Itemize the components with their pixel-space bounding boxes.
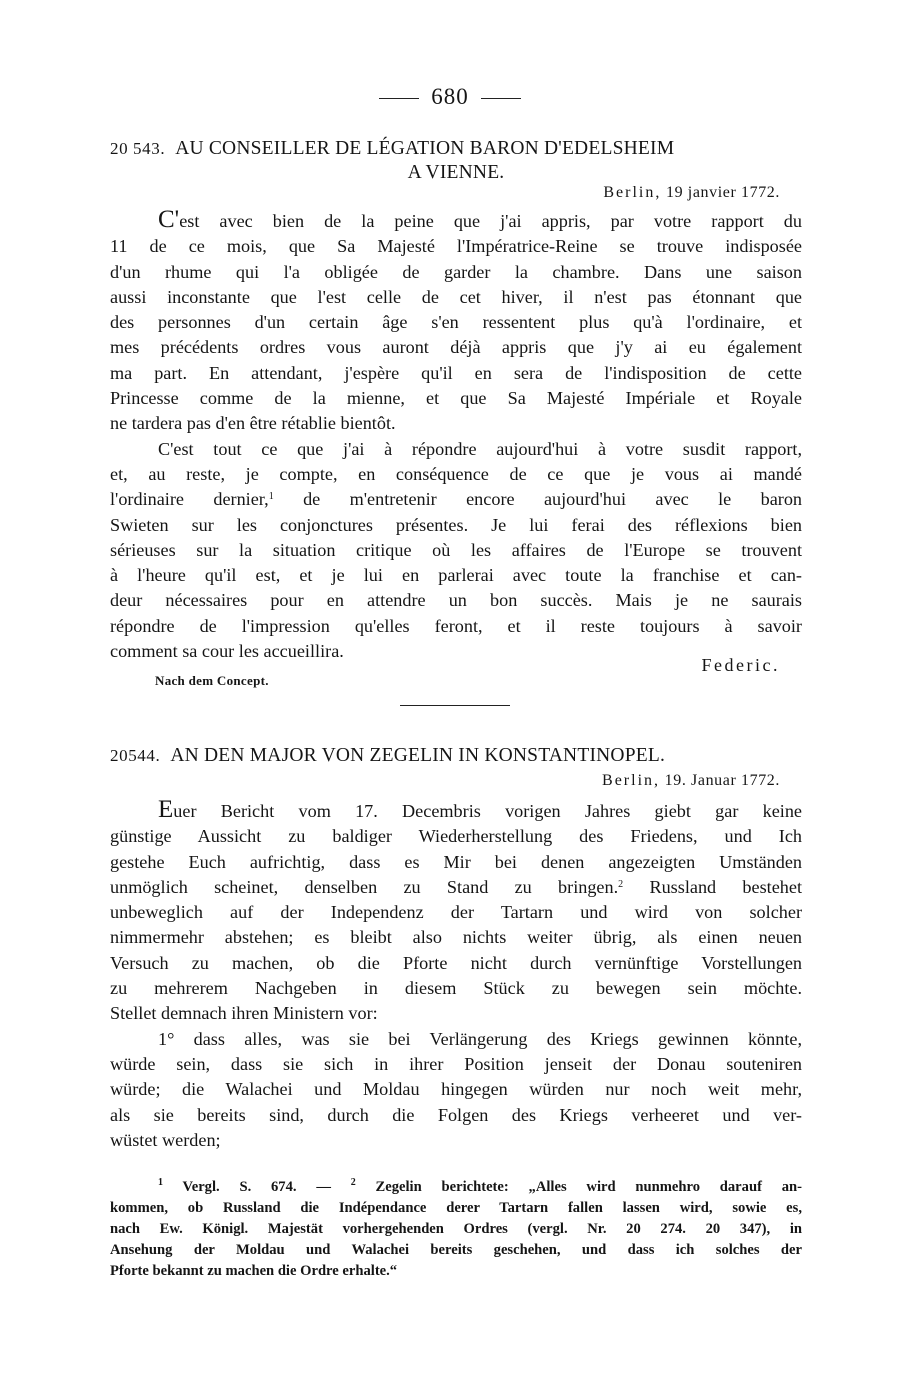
text-line: Princesse comme de la mienne, et que Sa Majesté Impériale et Royale — [110, 388, 802, 409]
text-line: Swieten sur les conjonctures présentes. Je lui ferai des réflexions bien — [110, 514, 802, 535]
text-line: aussi inconstante que l'est celle de cet hiver, il n'est pas étonnant que — [110, 286, 802, 307]
letter2-dateline — [602, 772, 780, 790]
page-header — [0, 84, 900, 110]
page-number: 680 — [431, 84, 469, 109]
footnote-line: Pforte bekannt zu machen die Ordre erhalte.“ — [110, 1263, 398, 1279]
footnote-marker: 1 — [158, 1177, 163, 1188]
letter2-title — [110, 744, 802, 768]
text-line: deur nécessaires pour en attendre un bon succès. Mais je ne saurais — [110, 590, 802, 611]
footnote-line: $^1$ Vergl. S. 674. — $^2$ Zegelin berichtete: „Alles wird nunmehro darauf an- — [158, 1177, 802, 1195]
letter2-date-place: Berlin, — [602, 772, 661, 789]
letter1-date: 19 janvier 1772. — [665, 184, 780, 201]
text-line: ma part. En attendant, j'espère qu'il en sera de l'indisposition de cette — [110, 362, 802, 383]
section-separator — [400, 705, 510, 706]
letter1-title — [110, 137, 802, 185]
text-line: des personnes d'un certain âge s'en ressentent plus qu'à l'ordinaire, et — [110, 312, 802, 333]
text-line: C'est tout ce que j'ai à répondre aujourd'hui à votre susdit rapport, — [158, 438, 802, 459]
text-line: ne tardera pas d'en être rétablie bientôt. — [110, 413, 396, 434]
footnote-line: nach Ew. Königl. Majestät vorhergehenden Ordres (vergl. Nr. 20 274. 20 347), in — [110, 1221, 802, 1237]
text-line: 1° dass alles, was sie bei Verlängerung des Kriegs gewinnen könnte, — [158, 1028, 802, 1049]
letter2-number: 20544. — [110, 746, 161, 765]
header-dash-right — [481, 98, 521, 99]
letter1-source: Nach dem Concept. — [155, 673, 269, 688]
text-line: à l'heure qu'il est, et je lui en parlerai avec toute la franchise et can- — [110, 565, 802, 586]
letter1-date-place: Berlin, — [603, 184, 662, 201]
dropcap: C' — [158, 206, 180, 233]
header-dash-left — [379, 98, 419, 99]
letter1-title-line2: A VIENNE. — [407, 162, 505, 183]
footnote-line: kommen, ob Russland die Indépendance derer Tartarn fallen lassen wird, sowie es, — [110, 1200, 802, 1216]
letter2-body — [110, 796, 802, 1153]
text-line: répondre de l'impression qu'elles feront, et il reste toujours à savoir — [110, 615, 802, 636]
text-line: günstige Aussicht zu baldiger Wiederherstellung des Friedens, und Ich — [110, 826, 802, 847]
text-line: l'ordinaire dernier,$^1$ de m'entretenir encore aujourd'hui avec le baron — [110, 489, 803, 510]
letter1-body — [110, 206, 803, 664]
text-line: 11 de ce mois, que Sa Majesté l'Impératrice-Reine se trouve indisposée — [110, 236, 802, 257]
text-line: Stellet demnach ihren Ministern vor: — [110, 1003, 378, 1024]
text-line: würde sein, dass sie sich in ihrer Position jenseit der Donau souteniren — [110, 1053, 802, 1074]
text-line: comment sa cour les accueillira. — [110, 641, 344, 662]
text-line: unmöglich scheinet, denselben zu Stand zu bringen.$^2$ Russland bestehet — [110, 876, 802, 897]
footnote-marker: 1 — [268, 491, 274, 503]
letter1-dateline — [603, 184, 780, 202]
text-line: d'un rhume qui l'a obligée de garder la chambre. Dans une saison — [110, 261, 802, 282]
letter2-title-text: AN DEN MAJOR VON ZEGELIN IN KONSTANTINOPEL. — [170, 745, 666, 766]
text-line: C'est avec bien de la peine que j'ai appris, par votre rapport du — [158, 206, 802, 233]
letter1-paragraph2 — [110, 437, 802, 665]
text-line: als sie bereits sind, durch die Folgen des Kriegs verheeret und ver- — [110, 1104, 802, 1125]
text-line: unbeweglich auf der Independenz der Tartarn und wird von solcher — [110, 902, 802, 923]
text-line: würde; die Walachei und Moldau hingegen würden nur noch weit mehr, — [110, 1079, 802, 1100]
text-line: gestehe Euch aufrichtig, dass es Mir bei denen angezeigten Umständen — [110, 851, 802, 872]
letter1-number: 20 543. — [110, 139, 166, 158]
text-line: Euer Bericht vom 17. Decembris vorigen Jahres giebt gar keine — [158, 796, 802, 823]
text-line: sérieuses sur la situation critique où les affaires de l'Europe se trouvent — [110, 539, 802, 560]
letter2-date: 19. Januar 1772. — [664, 772, 780, 789]
letter1-title-line1: AU CONSEILLER DE LÉGATION BARON D'EDELSHEIM — [175, 138, 675, 159]
dropcap: E — [158, 796, 174, 823]
letter1-paragraph1 — [110, 206, 802, 437]
text-line: wüstet werden; — [110, 1129, 221, 1150]
footnotes — [110, 1177, 802, 1282]
text-line: et, au reste, je compte, en conséquence de ce que je vous ai mandé — [110, 463, 802, 484]
text-line: mes précédents ordres vous auront déjà appris que j'y ai eu également — [110, 337, 802, 358]
text-line: Versuch zu machen, ob die Pforte nicht durch vernünftige Vorstellungen — [110, 952, 802, 973]
letter1-signature: Federic. — [701, 655, 780, 675]
text-line: nimmermehr abstehen; es bleibt also nichts weiter übrig, als einen neuen — [110, 927, 802, 948]
footnote-line: Ansehung der Moldau und Walachei bereits geschehen, und dass ich solches der — [110, 1242, 802, 1258]
letter2-paragraph2 — [110, 1027, 802, 1153]
text-line: zu mehrerem Nachgeben in diesem Stück zu bewegen sein möchte. — [110, 978, 802, 999]
footnote-marker: 2 — [618, 878, 624, 890]
footnote-marker: 2 — [350, 1177, 356, 1188]
letter2-paragraph1 — [110, 796, 802, 1027]
